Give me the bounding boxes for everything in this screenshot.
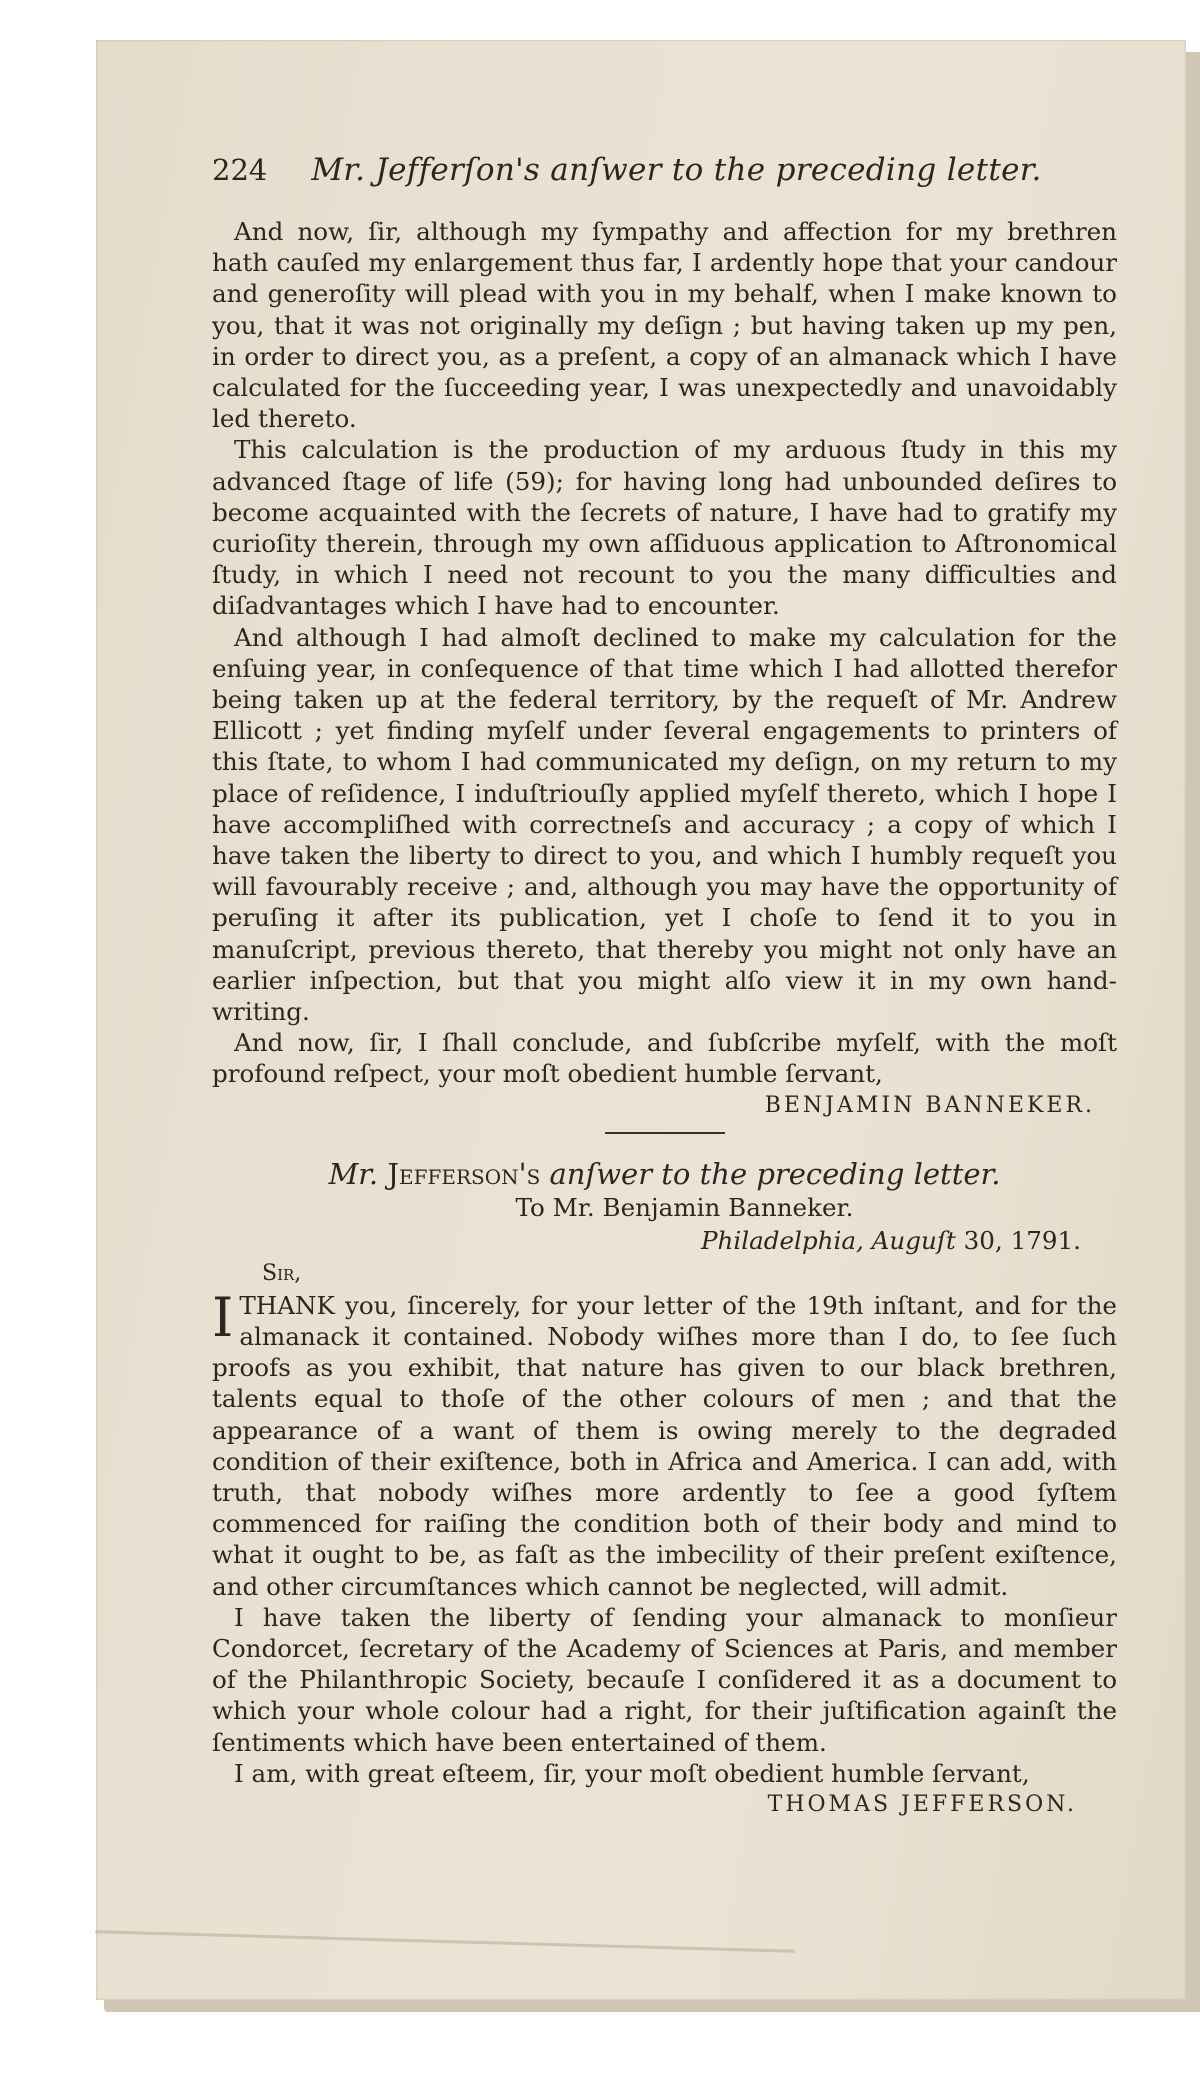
banneker-letter [212, 216, 1117, 1122]
date-month: Auguſt [871, 1225, 956, 1255]
running-head-title: Mr. Jefferſon's anſwer to the preceding letter. [311, 152, 1042, 188]
drop-cap: I [212, 1285, 234, 1349]
heading-name: Jefferson's [387, 1156, 541, 1191]
heading-rest: anſwer to the preceding letter. [549, 1156, 1001, 1191]
running-head [212, 150, 1117, 190]
letter-paragraph-4: And now, ſir, I ſhall conclude, and ſubſcribe myſelf, with the moſt profound reſpect, your moſt obedient humble ſervant, [212, 1028, 1117, 1089]
answer-paragraph-2: I have taken the liberty of ſending your almanack to monſieur Condorcet, ſecretary of the Academy of Sciences at Paris, and member of the Philanthropic Society, becauſe I conſidered it as a document to which your whole colour had a right, for their juſtification againſt the ſentiments which have been entertained of them. [212, 1602, 1117, 1757]
date-day-year: 30, 1791. [963, 1225, 1081, 1255]
jefferson-answer [212, 1156, 1117, 1821]
heading-prefix: Mr. [328, 1156, 379, 1191]
answer-heading [212, 1156, 1117, 1192]
jefferson-signature: THOMAS JEFFERSON. [767, 1791, 1077, 1817]
page-text [212, 150, 1117, 1821]
section-divider [605, 1132, 725, 1134]
letter-paragraph-3: And although I had almoſt declined to make my calculation for the enſuing year, in conſequence of that time which I had allotted therefor being taken up at the federal territory, by the requeſt of Mr. Andrew Ellicott ; yet finding myſelf under ſeveral engagements to printers of this ſtate, to whom I had communicated my deſign, on my return to my place of reſidence, I induſtriouſly applied myſelf thereto, which I hope I have accompliſhed with correctneſs and accuracy ; a copy of which I have taken the liberty to direct to you, and which I humbly requeſt you will favourably receive ; and, although you may have the opportunity of peruſing it after its publication, yet I choſe to ſend it to you in manuſcript, previous thereto, that thereby you might not only have an earlier inſpection, but that you might alſo view it in my own hand-writing. [212, 622, 1117, 1027]
answer-closing: I am, with great eſteem, ſir, your moſt obedient humble ſervant, [234, 1758, 1030, 1788]
letter-paragraph-2: This calculation is the production of my arduous ſtudy in this my advanced ſtage of life (59); for having long had unbounded deſires to become acquainted with the ſecrets of nature, I have had to gratify my curioſity therein, through my own aſſiduous application to Aſtronomical ſtudy, in which I need not recount to you the many difficulties and diſadvantages which I have had to encounter. [212, 435, 1117, 621]
banneker-signature: BENJAMIN BANNEKER. [764, 1092, 1095, 1118]
dateline [212, 1224, 1081, 1258]
date-place: Philadelphia, [700, 1225, 864, 1255]
letter-paragraph-1: And now, ſir, although my ſympathy and affection for my brethren hath cauſed my enlargement thus far, I ardently hope that your candour and generoſity will plead with you in my behalf, when I make known to you, that it was not originally my deſign ; but having taken up my pen, in order to direct you, as a preſent, a copy of an almanack which I have calculated for the ſucceeding year, I was unexpectedly and unavoidably led thereto. [212, 217, 1117, 434]
first-word: THANK [239, 1290, 335, 1320]
salutation: Sir, [262, 1260, 302, 1286]
answer-paragraph-1 [212, 1285, 1117, 1602]
addressee: To Mr. Benjamin Banneker. [515, 1192, 854, 1222]
opening-text: you, ſincerely, for your letter of the 19th inſtant, and for the almanack it contained. Nobody wiſhes more than I do, to ſee ſuch proofs as you exhibit, that nature has given to our black brethren, talents equal to thoſe of the other colours of men ; and that the appearance of a want of them is owing merely to the degraded condition of their exiſtence, both in Africa and America. I can add, with truth, that nobody wiſhes more ardently to ſee a good ſyſtem commenced for raiſing the condition both of their body and mind to what it ought to be, as faſt as the imbecility of their preſent exiſtence, and other circumſtances which cannot be neglected, will admit. [212, 1290, 1117, 1601]
page-number: 224 [212, 153, 268, 187]
